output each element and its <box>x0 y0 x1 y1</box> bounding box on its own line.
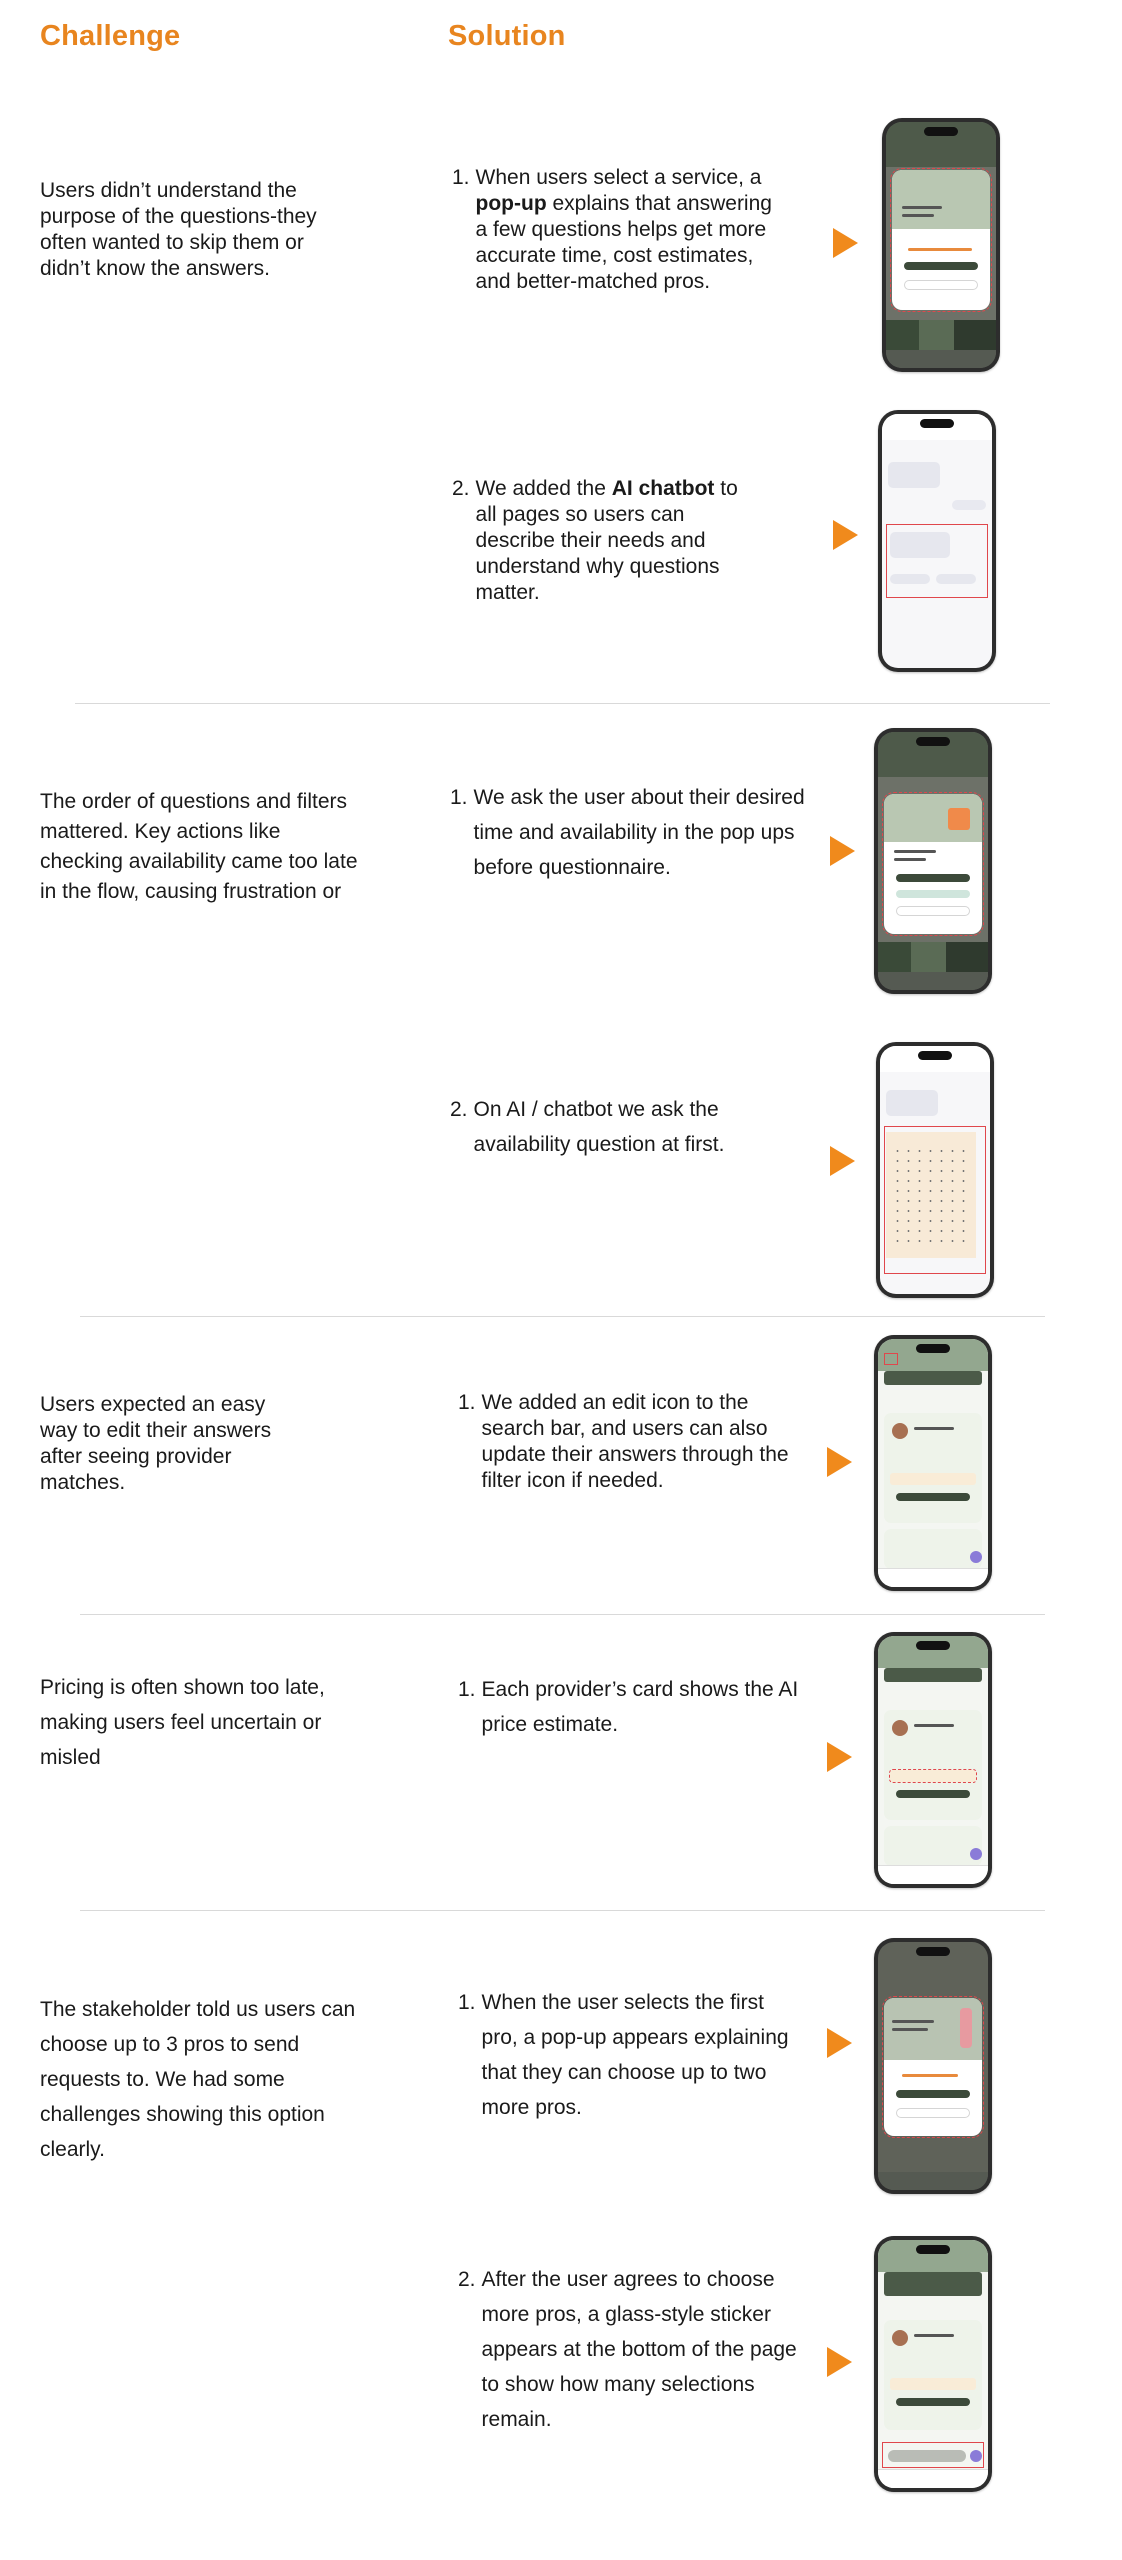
play-arrow-icon <box>830 836 855 866</box>
phone-mockup-chatbot-calendar <box>876 1042 994 1298</box>
solution-number: 2. <box>452 477 470 500</box>
challenge-text-1: Users didn’t understand the purpose of the questions-they often wanted to skip them or didn’t know the answers. <box>40 179 317 280</box>
phone-mockup-provider-price <box>874 1632 992 1888</box>
solution-text: When users select a service, a pop-up explains that answering a few questions helps get more accurate time, cost estimates, and better-matched pros. <box>475 166 772 293</box>
solution-text: Each provider’s card shows the AI price estimate. <box>481 1678 799 1736</box>
section-divider <box>80 1316 1045 1317</box>
solution-text: After the user agrees to choose more pros, a glass-style sticker appears at the bottom of the page to show how many selections remain. <box>481 2268 797 2431</box>
solution-1-1 <box>452 165 787 295</box>
solution-text: We ask the user about their desired time and availability in the pop ups before questionnaire. <box>473 786 805 879</box>
solution-4-1 <box>458 1672 828 1742</box>
solution-text: On AI / chatbot we ask the availability question at first. <box>473 1098 725 1156</box>
solution-emphasis: AI chatbot <box>611 477 715 500</box>
play-arrow-icon <box>833 228 858 258</box>
play-arrow-icon <box>827 1742 852 1772</box>
play-arrow-icon <box>827 1447 852 1477</box>
solution-2-1 <box>450 780 810 885</box>
solution-header: Solution <box>448 20 566 52</box>
solution-2-2 <box>450 1092 810 1162</box>
solution-number: 2. <box>450 1098 468 1121</box>
phone-mockup-chatbot <box>878 410 996 672</box>
solution-text: When the user selects the first pro, a pop-up appears explaining that they can choose up to two more pros. <box>481 1991 789 2119</box>
solution-1-2 <box>452 476 752 606</box>
solution-number: 1. <box>458 1991 476 2014</box>
section-divider <box>80 1614 1045 1615</box>
solution-number: 1. <box>458 1678 476 1701</box>
solution-3-1 <box>458 1390 808 1494</box>
solution-text: We added an edit icon to the search bar, and users can also update their answers through the filter icon if needed. <box>481 1391 789 1492</box>
challenge-text-5: The stakeholder told us users can choose up to 3 pros to send requests to. We had some challenges showing this option clearly. <box>40 1998 356 2161</box>
solution-number: 2. <box>458 2268 476 2291</box>
solution-number: 1. <box>458 1391 476 1414</box>
section-divider <box>80 1910 1045 1911</box>
challenge-text-2: The order of questions and filters mattered. Key actions like checking availability came too late in the flow, causing frustration or <box>40 790 358 903</box>
solution-5-2 <box>458 2262 803 2437</box>
phone-mockup-choose-more-popup <box>874 1938 992 2194</box>
solution-number: 1. <box>452 166 470 189</box>
phone-mockup-provider-list-edit <box>874 1335 992 1591</box>
challenge-text-3: Users expected an easy way to edit their answers after seeing provider matches. <box>40 1393 272 1494</box>
phone-mockup-availability-popup <box>874 728 992 994</box>
solution-5-1 <box>458 1985 803 2125</box>
solution-number: 1. <box>450 786 468 809</box>
phone-mockup-popup <box>882 118 1000 372</box>
challenge-header: Challenge <box>40 20 181 52</box>
section-divider <box>75 703 1050 704</box>
play-arrow-icon <box>833 520 858 550</box>
challenge-text-4: Pricing is often shown too late, making users feel uncertain or misled <box>40 1676 325 1769</box>
play-arrow-icon <box>830 1146 855 1176</box>
play-arrow-icon <box>827 2347 852 2377</box>
phone-mockup-glass-sticker <box>874 2236 992 2492</box>
solution-emphasis: pop-up <box>475 192 547 215</box>
solution-text: We added the AI chatbot to all pages so users can describe their needs and understand why questions matter. <box>475 477 738 604</box>
play-arrow-icon <box>827 2028 852 2058</box>
